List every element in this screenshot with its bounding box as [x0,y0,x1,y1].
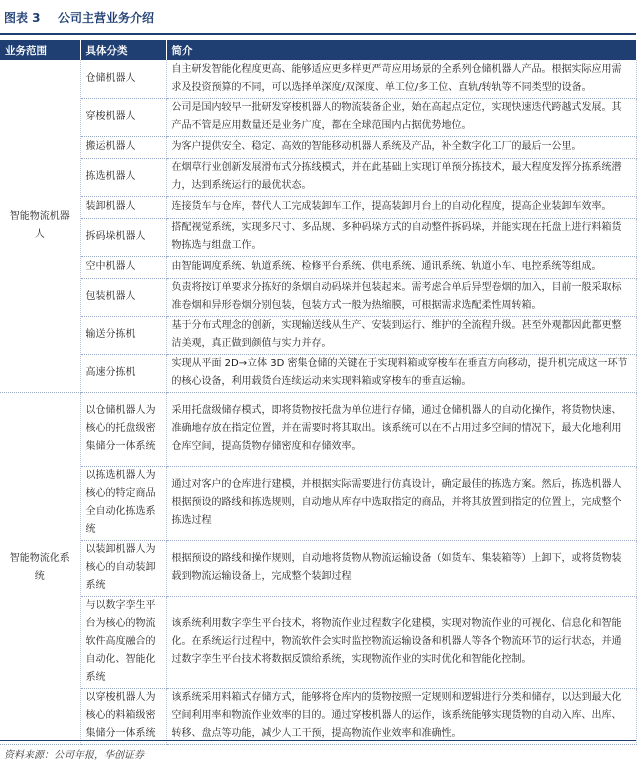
category-cell: 与以数字孪生平台为核心的物流软件高度融合的自动化、智能化系统 [80,596,166,688]
category-cell: 搬运机器人 [80,136,166,158]
description-cell: 该系统利用数字孪生平台技术，将物流作业过程数字化建模，实现对物流作业的可视化、信息化和智能化。在系统运行过程中，物流软件会实时监控物流运输设备和机器人等各个物流环节的运行状态，并通过数字孪生平台技术将数据反馈给系统，实现物流作业的实时优化和智能化控制。 [166,596,636,688]
category-cell: 拆码垛机器人 [80,218,166,256]
table-row [0,316,636,354]
description-cell: 由智能调度系统、轨道系统、检修平台系统、供电系统、通讯系统、轨道小车、电控系统等组成。 [166,256,636,278]
table-row [0,354,636,392]
description-cell: 为客户提供安全、稳定、高效的智能移动机器人系统及产品，补全数字化工厂的最后一公里。 [166,136,636,158]
description-cell: 采用托盘级储存模式，即将货物按托盘为单位进行存储，通过仓储机器人的自动化操作，将货物快速、准确地存放在指定位置，并在需要时将其取出。该系统可以在不占用过多空间的情况下，最大化地利用仓库空间，提高货物存储密度和存储效率。 [166,392,636,466]
category-cell: 空中机器人 [80,256,166,278]
category-cell: 装卸机器人 [80,196,166,218]
table-row [0,392,636,466]
header-scope: 业务范围 [0,40,80,60]
category-cell: 以装卸机器人为核心的自动装卸系统 [80,540,166,596]
description-cell: 根据预设的路线和操作规则，自动地将货物从物流运输设备（如货车、集装箱等）上卸下，或将货物装载到物流运输设备上，完成整个装卸过程 [166,540,636,596]
table-row [0,540,636,596]
description-cell: 自主研发智能化程度更高、能够适应更多样更严苛应用场景的全系列仓储机器人产品。根据实际应用需求及投资预算的不同，可以选择单深度/双深度、单工位/多工位、直轨/转轨等不同类型的设备。 [166,60,636,98]
description-cell: 连接货车与仓库，替代人工完成装卸车工作，提高装卸月台上的自动化程度，提高企业装卸车效率。 [166,196,636,218]
category-cell: 以仓储机器人为核心的托盘级密集储分一体系统 [80,392,166,466]
scope-cell-systems: 智能物流化系统 [0,392,80,744]
category-cell: 输送分拣机 [80,316,166,354]
description-cell: 基于分布式理念的创新，实现输送线从生产、安装到运行、维护的全流程升级。甚至外观都因此都更整洁美观，真正做到颜值与实力并存。 [166,316,636,354]
table-row [0,256,636,278]
category-cell: 穿梭机器人 [80,98,166,136]
table-header-row [0,40,636,60]
table-row [0,466,636,540]
table-row [0,218,636,256]
category-cell: 仓储机器人 [80,60,166,98]
header-description: 简介 [166,40,636,60]
business-table [0,40,637,745]
category-cell: 拣选机器人 [80,158,166,196]
scope-cell-robots: 智能物流机器人 [0,60,80,392]
description-cell: 在烟草行业创新发展滑布式分拣线模式，并在此基础上实现订单预分拣技术，最大程度发挥分拣系统潜力，达到系统运行的最优状态。 [166,158,636,196]
header-category: 具体分类 [80,40,166,60]
table-row [0,158,636,196]
description-cell: 该系统采用料箱式存储方式，能够将仓库内的货物按照一定规则和逻辑进行分类和储存，以达到最大化空间利用率和物流作业效率的目的。通过穿梭机器人的运作，该系统能够实现货物的自动入库、出库、转移、盘点等功能，减少人工干预，提高物流作业效率和准确性。 [166,688,636,744]
description-cell: 通过对客户的仓库进行建模，并根据实际需要进行仿真设计，确定最佳的拣选方案。然后，拣选机器人根据预设的路线和拣选规则，自动地从库存中选取指定的商品，并将其放置到指定的位置上，完成整个拣选过程 [166,466,636,540]
figure-number: 图表 3 [4,11,41,25]
table-row [0,688,636,744]
table-row [0,278,636,316]
category-cell: 以穿梭机器人为核心的料箱级密集储分一体系统 [80,688,166,744]
category-cell: 高速分拣机 [80,354,166,392]
figure-title-row [0,0,640,30]
table-row [0,98,636,136]
title-divider [0,33,636,35]
table-row [0,196,636,218]
table-row [0,136,636,158]
description-cell: 公司是国内较早一批研发穿梭机器人的物流装备企业，始在高起点定位，实现快速迭代跨越式发展。其产品不管是应用数量还是业务广度，都在全球范围内占据优势地位。 [166,98,636,136]
source-note: 资料来源：公司年报，华创证券 [4,750,144,761]
table-row [0,60,636,98]
description-cell: 负责将按订单要求分拣好的条烟自动码垛并包装起来。需考虑合单后异型卷烟的加入，目前一般采取标准卷烟和异形卷烟分别包装，包装方式一般为热缩膜，可根据需求选配柔性周转箱。 [166,278,636,316]
source-divider [0,740,636,741]
description-cell: 实现从平面 2D→立体 3D 密集仓储的关键在于实现料箱或穿梭车在垂直方向移动，提升机完成这一环节的核心设备，利用载货台连续运动来实现料箱或穿梭车的垂直运输。 [166,354,636,392]
category-cell: 包装机器人 [80,278,166,316]
category-cell: 以拣选机器人为核心的特定商品全自动化拣选系统 [80,466,166,540]
description-cell: 搭配视觉系统，实现多尺寸、多品规、多种码垛方式的自动整件拆码垛，并能实现在托盘上进行料箱货物拣选与组盘工作。 [166,218,636,256]
figure-title: 公司主营业务介绍 [58,11,155,25]
table-row [0,596,636,688]
